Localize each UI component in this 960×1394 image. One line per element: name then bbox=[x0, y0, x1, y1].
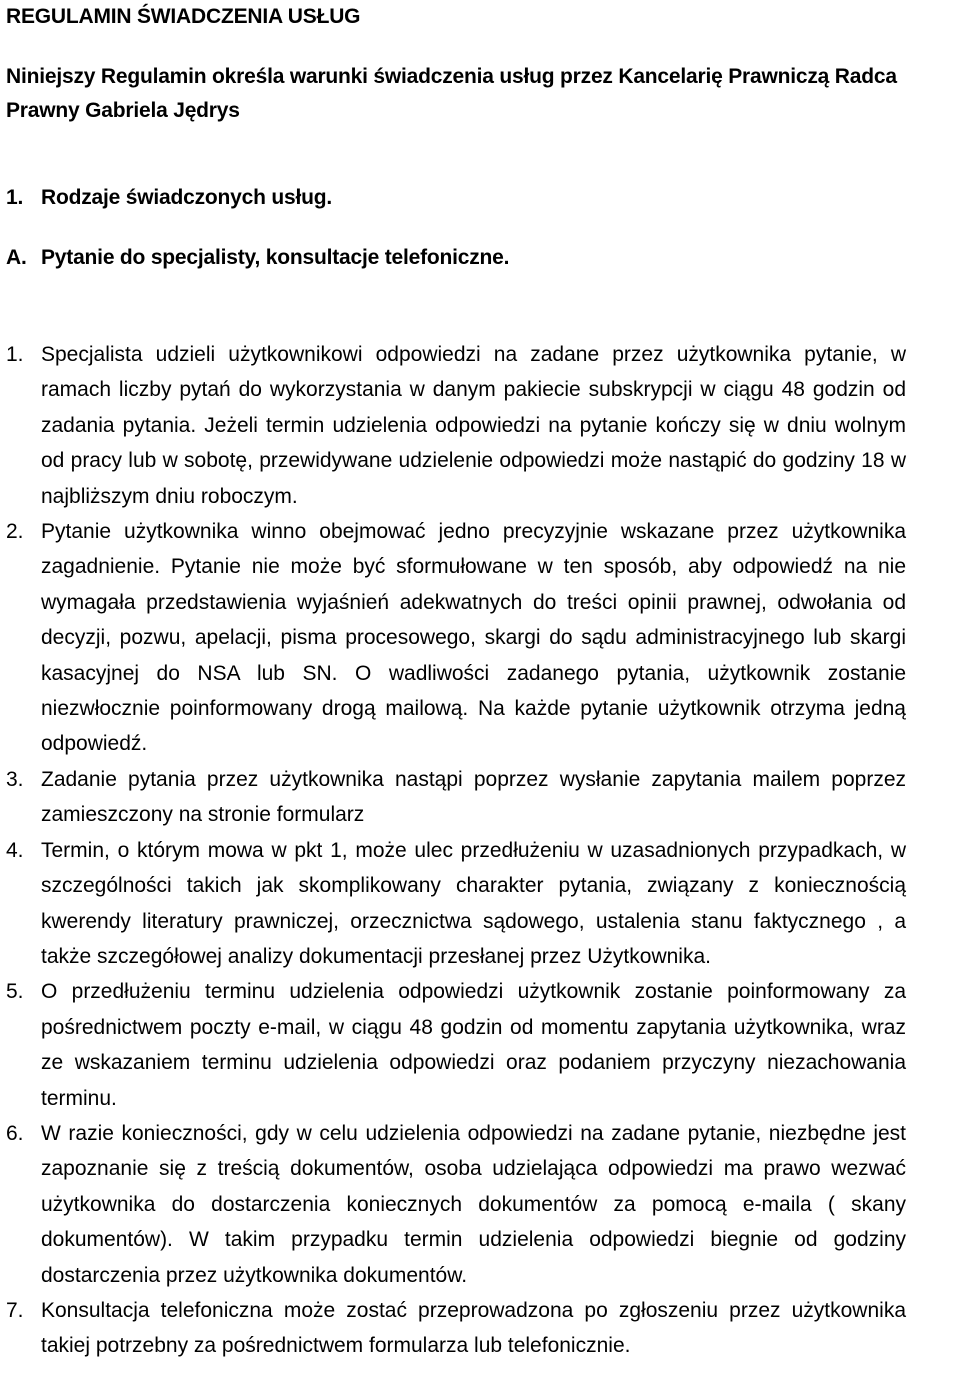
list-item-number: 7. bbox=[6, 1298, 24, 1322]
list-item bbox=[6, 1293, 906, 1364]
document-title: REGULAMIN ŚWIADCZENIA USŁUG bbox=[6, 5, 361, 28]
section-number: 1. bbox=[6, 186, 24, 209]
list-item bbox=[6, 1116, 906, 1293]
list-item-text: Pytanie użytkownika winno obejmować jedno precyzyjnie wskazane przez użytkownika zagadnienie. Pytanie nie może być sformułowane w ten sposób, aby odpowiedź na nie wymagała przedstawienia wyjaśnień adekwatnych do treści opinii prawnej, odwołania od decyzji, pozwu, apelacji, pisma procesowego, skargi do sądu administracyjnego lub skargi kasacyjnej do NSA lub SN. O wadliwości zadanego pytania, użytkownik zostanie niezwłocznie poinformowany drogą mailową. Na każde pytanie użytkownik otrzyma jedną odpowiedź. bbox=[41, 520, 906, 756]
list-item bbox=[6, 514, 906, 762]
list-item-number: 5. bbox=[6, 980, 24, 1004]
list-item bbox=[6, 762, 906, 833]
section-title: Rodzaje świadczonych usług. bbox=[41, 186, 332, 209]
list-item-text: W razie konieczności, gdy w celu udzielenia odpowiedzi na zadane pytanie, niezbędne jest zapoznanie się z treścią dokumentów, osoba udzielająca odpowiedzi ma prawo wezwać użytkownika do dostarczenia koniecznych dokumentów za pomocą e-maila ( skany dokumentów). W takim przypadku termin udzielenia odpowiedzi biegnie od godziny dostarczenia przez użytkownika dokumentów. bbox=[41, 1121, 906, 1287]
list-item-text: O przedłużeniu terminu udzielenia odpowiedzi użytkownik zostanie poinformowany za pośrednictwem poczty e-mail, w ciągu 48 godzin od momentu zapytania użytkownika, wraz ze wskazaniem terminu udzielenia odpowiedzi oraz podaniem przyczyny niezachowania terminu. bbox=[41, 980, 906, 1110]
list-item-text: Konsultacja telefoniczna może zostać przeprowadzona po zgłoszeniu przez użytkownika takiej potrzebny za pośrednictwem formularza lub telefonicznie. bbox=[41, 1298, 906, 1358]
intro-paragraph: Niniejszy Regulamin określa warunki świadczenia usług przez Kancelarię Prawniczą Radca Prawny Gabriela Jędrys bbox=[6, 65, 897, 122]
list-item bbox=[6, 337, 906, 514]
list-item-number: 1. bbox=[6, 343, 24, 366]
list-item-text: Termin, o którym mowa w pkt 1, może ulec przedłużeniu w uzasadnionych przypadkach, w szczególności takich jak skomplikowany charakter pytania, związany z koniecznością kwerendy literatury prawniczej, orzecznictwa sądowego, ustalenia stanu faktycznego , a także szczegółowej analizy dokumentacji przesłanej przez Użytkownika. bbox=[41, 838, 906, 968]
section-heading bbox=[6, 184, 332, 212]
regulation-list bbox=[6, 337, 906, 1364]
subsection-title: Pytanie do specjalisty, konsultacje telefoniczne. bbox=[41, 246, 510, 269]
list-item-text: Specjalista udzieli użytkownikowi odpowiedzi na zadane przez użytkownika pytanie, w ramach liczby pytań do wykorzystania w danym pakiecie subskrypcji w ciągu 48 godzin od zadania pytania. Jeżeli termin udzielenia odpowiedzi na pytanie kończy się w dniu wolnym od pracy lub w sobotę, przewidywane udzielenie odpowiedzi może nastąpić do godziny 18 w najbliższym dniu roboczym. bbox=[41, 343, 906, 508]
list-item-number: 6. bbox=[6, 1121, 24, 1145]
list-item bbox=[6, 833, 906, 975]
subsection-number: A. bbox=[6, 246, 27, 269]
list-item-number: 2. bbox=[6, 520, 24, 544]
list-item bbox=[6, 974, 906, 1116]
list-item-text: Zadanie pytania przez użytkownika nastąpi poprzez wysłanie zapytania mailem poprzez zamieszczony na stronie formularz bbox=[41, 767, 906, 827]
list-item-number: 3. bbox=[6, 767, 24, 791]
subsection-heading bbox=[6, 244, 509, 272]
list-item-number: 4. bbox=[6, 838, 24, 862]
